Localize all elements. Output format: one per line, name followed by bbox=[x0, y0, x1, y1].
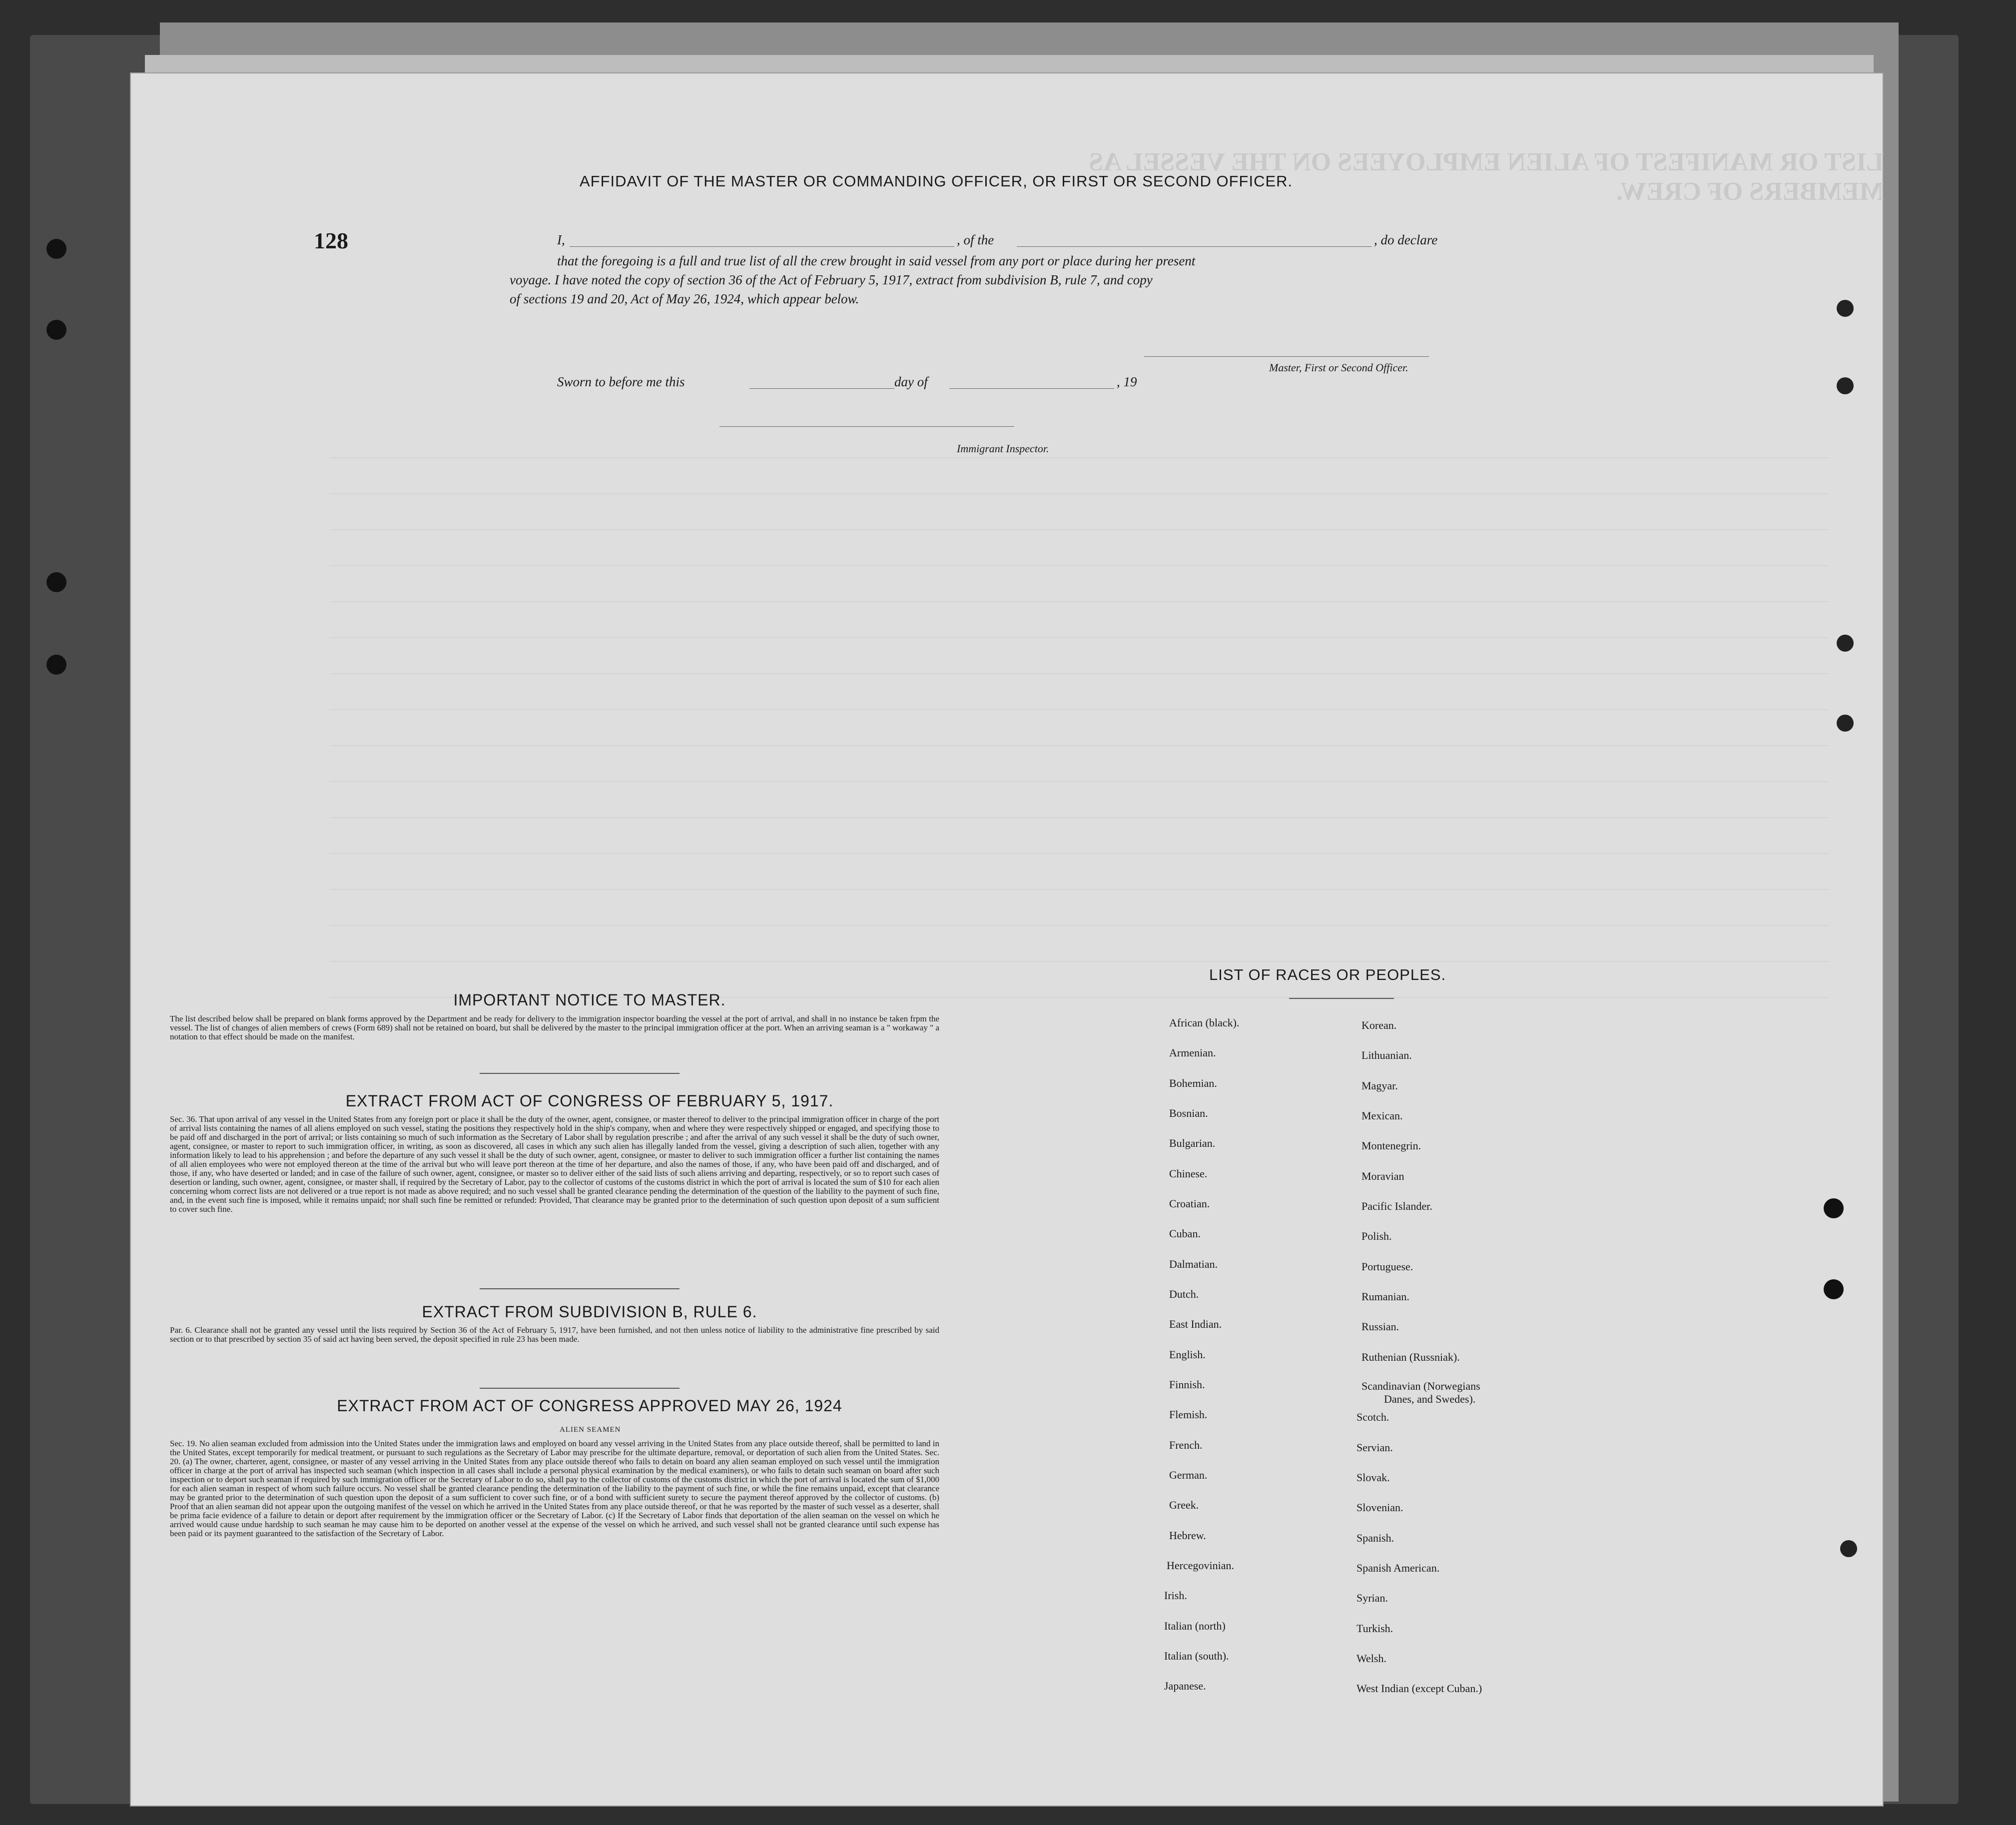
affidavit-title: AFFIDAVIT OF THE MASTER OR COMMANDING OFFICER, OR FIRST OR SECOND OFFICER. bbox=[580, 172, 1293, 190]
race-item: Spanish. bbox=[1356, 1532, 1394, 1544]
sworn-month-blank[interactable] bbox=[949, 388, 1114, 389]
race-item: Welsh. bbox=[1356, 1652, 1386, 1665]
bleed-through-rows bbox=[330, 422, 1829, 1022]
race-item: Mexican. bbox=[1361, 1109, 1403, 1122]
race-item: Russian. bbox=[1361, 1320, 1399, 1333]
race-item: Rumanian. bbox=[1361, 1290, 1409, 1303]
vessel-blank[interactable] bbox=[1017, 246, 1371, 247]
race-item: English. bbox=[1169, 1348, 1206, 1361]
race-item: Armenian. bbox=[1169, 1046, 1216, 1059]
binder-hole bbox=[1824, 1198, 1844, 1218]
binder-hole bbox=[1840, 1540, 1857, 1557]
extract-1924-body: Sec. 19. No alien seaman excluded from admission into the United States under the immigration laws and employed on board any vessel arriving in the United States from any place outside thereof, shall be permitted to land in the United States, except temporarily for medical treatment, or pursuant to such regulations as the Secretary of Labor may prescribe for the ultimate departure, removal, or deportation of such alien from the United States. Sec. 20. (a) The owner, charterer, agent, consignee, or master of any vessel arriving in the United States from any place outside thereof who fails to detain on board any alien seaman employed on such vessel until the immigration officer in charge at the port of arrival has inspected such seaman (which inspection in all cases shall include a personal physical examination by the medical examiners), or who fails to detain such seaman on board after such inspection or to deport such seaman if required by such immigration officer or the Secretary of Labor to do so, shall pay to the collector of customs of the customs district in which the port of arrival is located the sum of $1,000 for each alien seaman in respect of whom such failure occurs. No vessel shall be granted clearance pending the determination of the liability to the payment of such fine, or while the fine remains unpaid, except that clearance may be granted prior to the determination of such question upon the deposit of a sum sufficient to cover such fine, or of a bond with sufficient surety to secure the payment thereof approved by the collector of customs. (b) Proof that an alien seaman did not appear upon the outgoing manifest of the vessel on which he arrived in the United States from any place outside thereof, or that he was reported by the master of such vessel as a deserter, shall be prima facie evidence of a failure to detain or deport after requirement by the immigration officer or the Secretary of Labor. (c) If the Secretary of Labor finds that deportation of the alien seaman on the vessel on which he arrived would cause undue hardship to such seaman he may cause him to be deported on another vessel at the expense of the vessel on which he arrived, and such vessel shall not be granted clearance until such expense has been paid or its payment guaranteed to the satisfaction of the Secretary of Labor. bbox=[170, 1439, 939, 1538]
race-item: Croatian. bbox=[1169, 1197, 1210, 1210]
affidavit-line4: of sections 19 and 20, Act of May 26, 1924, which appear below. bbox=[510, 291, 859, 306]
race-item: Finnish. bbox=[1169, 1378, 1205, 1391]
race-item: Slovak. bbox=[1356, 1471, 1390, 1484]
extract-1917-title: EXTRACT FROM ACT OF CONGRESS OF FEBRUARY 5, 1917. bbox=[345, 1092, 834, 1110]
extract-1917-body: Sec. 36. That upon arrival of any vessel in the United States from any foreign port or place it shall be the duty of the owner, agent, consignee, or master thereof to deliver to the principal immigration officer in charge of the port of arrival lists containing the names of all aliens employed on such vessel, stating the positions they respectively hold in the ship's company, when and where they were respectively shipped or engaged, and specifying those to be paid off and discharged in the port of arrival; or lists containing so much of such information as the Secretary of Labor shall by regulation prescribe ; and after the arrival of any such vessel it shall be the duty of such owner, agent, consignee, or master to report to such immigration officer, in writing, as soon as discovered, all cases in which any such alien has illegally landed from the vessel, giving a description of such alien, together with any information likely to lead to his apprehension ; and before the departure of any such vessel it shall be the duty of such owner, agent, consignee, or master to deliver to such immigration officer a further list containing the names of all alien employees who were not employed thereon at the time of the arrival but who will leave port thereon at the time of her departure, and also the names of those, if any, who have been paid off and discharged, and of those, if any, who have deserted or landed; and in case of the failure of such owner, agent, consignee, or master so to deliver either of the said lists of such aliens arriving and departing, respectively, or so to report such cases of desertion or landing, such owner, agent, consignee, or master shall, if required by the Secretary of Labor, pay to the collector of customs of the customs district in which the port of arrival is located the sum of $10 for each alien concerning whom correct lists are not delivered or a true report is not made as above required; and no such vessel shall be granted clearance pending the determination of the question of the liability to the payment of such fine, and, in the event such fine is imposed, while it remains unpaid; nor shall such fine be remitted or refunded: Provided, That clearance may be granted prior to the determination of such question upon deposit of a sum sufficient to cover such fine. bbox=[170, 1114, 939, 1214]
sworn-label: Sworn to before me this bbox=[557, 374, 685, 389]
binder-hole bbox=[1837, 300, 1854, 317]
race-item: Servian. bbox=[1356, 1441, 1393, 1454]
race-item: Syrian. bbox=[1356, 1592, 1388, 1604]
binder-hole bbox=[1837, 715, 1854, 732]
binder-hole bbox=[46, 239, 66, 259]
race-item: Dutch. bbox=[1169, 1288, 1199, 1300]
binder-hole bbox=[1837, 635, 1854, 652]
extract-1924-subtitle: ALIEN SEAMEN bbox=[560, 1426, 621, 1434]
race-item: Scandinavian (Norwegians bbox=[1361, 1380, 1480, 1392]
extract-1924-title: EXTRACT FROM ACT OF CONGRESS APPROVED MAY 26, 1924 bbox=[337, 1397, 842, 1415]
race-item: Irish. bbox=[1164, 1589, 1187, 1602]
races-title: LIST OF RACES OR PEOPLES. bbox=[1209, 966, 1446, 983]
race-item: Cuban. bbox=[1169, 1227, 1201, 1240]
race-item: Bulgarian. bbox=[1169, 1137, 1216, 1149]
race-item: Greek. bbox=[1169, 1499, 1199, 1511]
race-item: Moravian bbox=[1361, 1170, 1404, 1182]
notice-title: IMPORTANT NOTICE TO MASTER. bbox=[453, 991, 726, 1009]
document-page bbox=[130, 72, 1884, 1807]
race-item: Italian (north) bbox=[1164, 1620, 1226, 1632]
divider-3 bbox=[480, 1388, 679, 1389]
rule6-body: Par. 6. Clearance shall not be granted any vessel until the lists required by Section 36 of the Act of February 5, 1917, have been furnished, and not then unless notice of liability to the administrative fine prescribed by said section or to that prescribed by section 35 of said act having been served, the deposit specified in rule 23 has been made. bbox=[170, 1325, 939, 1344]
binder-hole bbox=[1837, 377, 1854, 394]
affidavit-line3: voyage. I have noted the copy of section 36 of the Act of February 5, 1917, extract from subdivision B, rule 7, and copy bbox=[510, 272, 1153, 287]
race-item: Pacific Islander. bbox=[1361, 1200, 1432, 1212]
race-item: Bosnian. bbox=[1169, 1107, 1208, 1119]
race-item: Dalmatian. bbox=[1169, 1258, 1218, 1270]
affidavit-declare: , do declare bbox=[1374, 232, 1438, 247]
race-item: French. bbox=[1169, 1439, 1203, 1451]
bleed-through-heading: LIST OR MANIFEST OF ALIEN EMPLOYEES ON THE VESSEL AS MEMBERS OF CREW. bbox=[1089, 148, 1884, 206]
page-number: 128 bbox=[314, 228, 348, 253]
binder-hole bbox=[46, 320, 66, 340]
affidavit-line2: that the foregoing is a full and true list of all the crew brought in said vessel from any port or place during her present bbox=[557, 253, 1196, 268]
race-item: Lithuanian. bbox=[1361, 1049, 1412, 1061]
race-item: Japanese. bbox=[1164, 1680, 1206, 1692]
binder-hole bbox=[46, 572, 66, 592]
race-item: Italian (south). bbox=[1164, 1650, 1229, 1662]
race-item: Polish. bbox=[1361, 1230, 1392, 1242]
notice-body: The list described below shall be prepared on blank forms approved by the Department and be ready for delivery to the immigration inspector boarding the vessel at the port of arrival, and shall in no instance be taken frpm the vessel. The list of changes of alien members of crews (Form 689) shall not be retained on board, but shall be delivered by the master to the principal immigration officer at the port. When an arriving seaman is a " workaway " a notation to that effect should be made on the manifest. bbox=[170, 1014, 939, 1041]
race-item: Danes, and Swedes). bbox=[1384, 1393, 1476, 1405]
affidavit-of-the: , of the bbox=[957, 232, 994, 247]
race-item: German. bbox=[1169, 1469, 1208, 1481]
race-item: Magyar. bbox=[1361, 1079, 1398, 1092]
race-item: Hercegovinian. bbox=[1167, 1559, 1234, 1572]
rule6-title: EXTRACT FROM SUBDIVISION B, RULE 6. bbox=[422, 1303, 757, 1321]
race-item: Ruthenian (Russniak). bbox=[1361, 1351, 1460, 1363]
race-item: Spanish American. bbox=[1356, 1562, 1440, 1574]
race-item: Flemish. bbox=[1169, 1408, 1208, 1421]
race-item: Scotch. bbox=[1356, 1411, 1389, 1423]
name-blank[interactable] bbox=[570, 246, 954, 247]
sworn-year: , 19 bbox=[1117, 374, 1137, 389]
race-item: African (black). bbox=[1169, 1016, 1240, 1029]
affidavit-i: I, bbox=[557, 232, 565, 247]
sworn-day-of: day of bbox=[894, 374, 928, 389]
race-item: Chinese. bbox=[1169, 1167, 1208, 1180]
sworn-day-blank[interactable] bbox=[749, 388, 894, 389]
races-divider bbox=[1289, 998, 1394, 999]
race-item: Korean. bbox=[1361, 1019, 1397, 1031]
inspector-signature-line[interactable] bbox=[719, 426, 1014, 427]
race-item: Hebrew. bbox=[1169, 1529, 1206, 1542]
race-item: East Indian. bbox=[1169, 1318, 1222, 1330]
race-item: Turkish. bbox=[1356, 1622, 1393, 1635]
race-item: Portuguese. bbox=[1361, 1260, 1413, 1273]
master-signature-label: Master, First or Second Officer. bbox=[1269, 361, 1408, 374]
inspector-label: Immigrant Inspector. bbox=[957, 442, 1049, 455]
master-signature-line[interactable] bbox=[1144, 356, 1429, 357]
race-item: Montenegrin. bbox=[1361, 1139, 1421, 1152]
race-item: Bohemian. bbox=[1169, 1077, 1217, 1089]
divider-2 bbox=[480, 1288, 679, 1289]
race-item: Slovenian. bbox=[1356, 1501, 1403, 1514]
binder-hole bbox=[46, 655, 66, 675]
race-item: West Indian (except Cuban.) bbox=[1356, 1682, 1482, 1695]
divider-1 bbox=[480, 1073, 679, 1074]
binder-hole bbox=[1824, 1279, 1844, 1299]
